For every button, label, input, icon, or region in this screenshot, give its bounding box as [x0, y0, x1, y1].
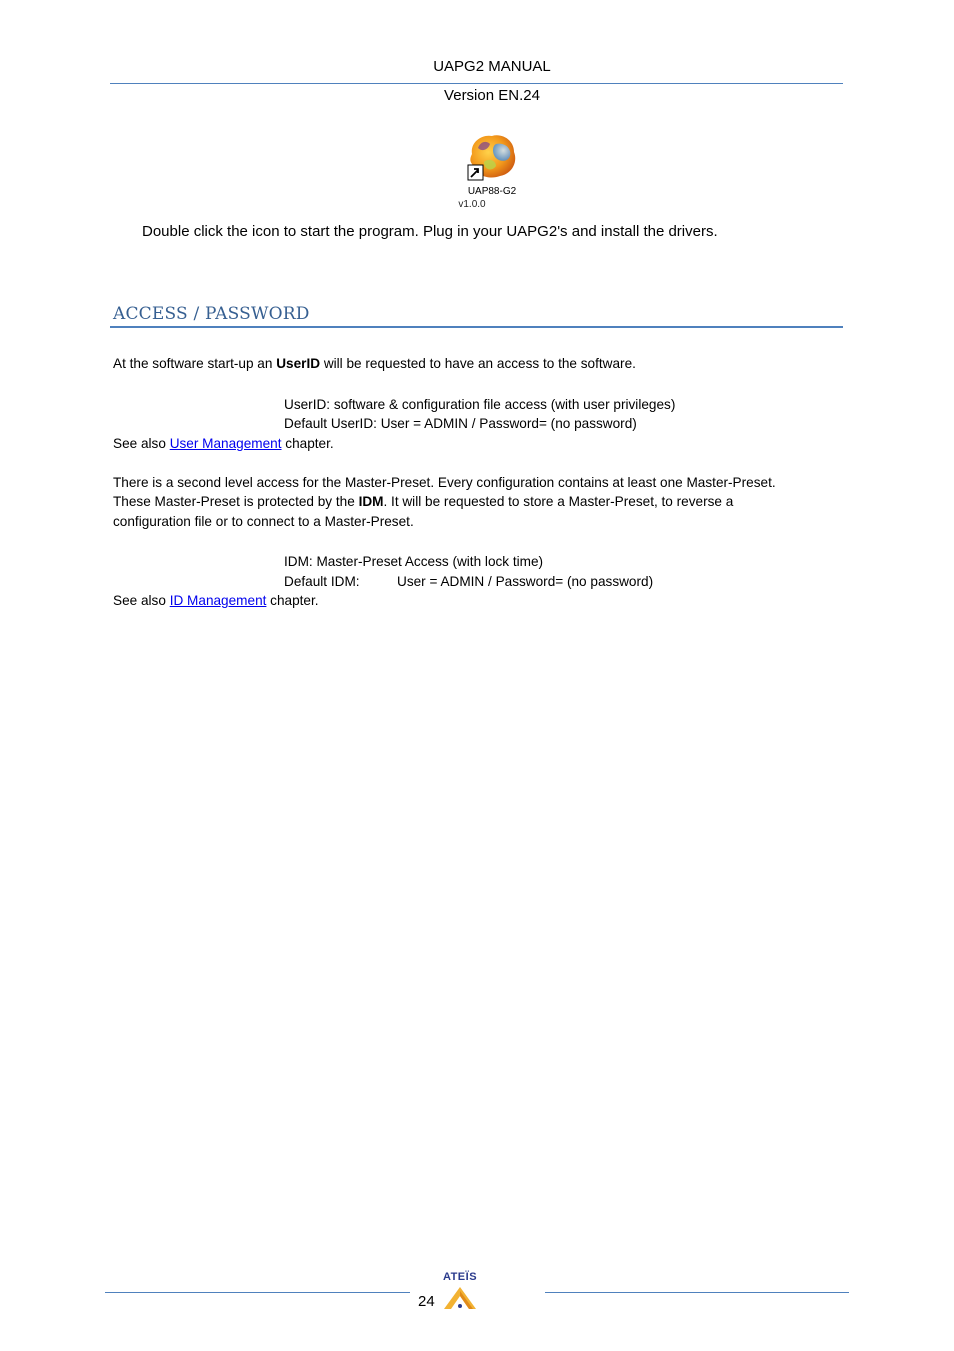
- app-icon-version: v1.0.0: [458, 199, 486, 210]
- section-heading: ACCESS / PASSWORD: [113, 304, 310, 324]
- idm-default-value: User = ADMIN / Password= (no password): [397, 574, 654, 589]
- see-also-id-management: See also ID Management chapter.: [113, 593, 319, 608]
- version-label: Version EN.24: [444, 87, 540, 104]
- userid-intro-paragraph: At the software start-up an UserID will be requested to have an access to the software.: [113, 356, 636, 371]
- idm-paragraph-line-2: These Master-Preset is protected by the IDM. It will be requested to store a Master-Preset, to reverse a: [113, 494, 734, 509]
- footer-divider-left: [105, 1292, 410, 1293]
- ateis-logo-icon: [442, 1285, 478, 1311]
- idm-paragraph-line-1: There is a second level access for the Master-Preset. Every configuration contains at least one Master-Preset.: [113, 475, 776, 490]
- uap88-g2-app-icon[interactable]: [466, 132, 518, 182]
- manual-title: UAPG2 MANUAL: [433, 58, 551, 75]
- userid-default: Default UserID: User = ADMIN / Password= (no password): [284, 416, 637, 431]
- page-number: 24: [418, 1293, 435, 1310]
- app-shortcut-icon: [466, 132, 518, 182]
- footer-divider-right: [545, 1292, 849, 1293]
- header-divider: [110, 83, 843, 84]
- id-management-link[interactable]: ID Management: [169, 593, 267, 608]
- idm-term: IDM: [358, 494, 384, 509]
- intro-instruction: Double click the icon to start the program. Plug in your UAPG2's and install the drivers.: [142, 223, 718, 240]
- see-also-user-management: See also User Management chapter.: [113, 436, 334, 451]
- userid-description: UserID: software & configuration file access (with user privileges): [284, 397, 676, 412]
- idm-default-label: Default IDM:: [284, 574, 360, 589]
- app-icon-caption: UAP88-G2: [467, 186, 517, 197]
- brand-name: ATEÏS: [442, 1271, 478, 1283]
- idm-paragraph-line-3: configuration file or to connect to a Master-Preset.: [113, 514, 414, 529]
- userid-term: UserID: [276, 356, 321, 371]
- user-management-link[interactable]: User Management: [169, 436, 282, 451]
- idm-description: IDM: Master-Preset Access (with lock time): [284, 554, 544, 569]
- section-divider: [110, 326, 843, 328]
